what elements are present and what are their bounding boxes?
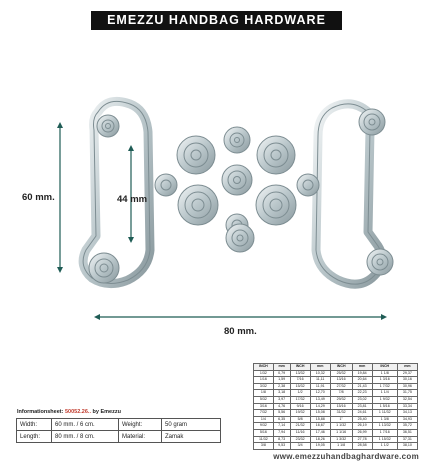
inner-height-dimension-label: 44 mm xyxy=(117,194,148,205)
table-cell: 6,35 xyxy=(273,416,290,423)
table-cell: 8,73 xyxy=(273,436,290,443)
table-cell: 7/32 xyxy=(254,410,274,417)
table-row xyxy=(254,370,418,377)
table-cell: 1" xyxy=(330,416,352,423)
table-cell: 27,78 xyxy=(352,436,372,443)
table-cell: 1 7/32 xyxy=(372,383,397,390)
spec-value: 80 mm. / 8 cm. xyxy=(52,431,119,443)
product-illustration xyxy=(0,40,433,360)
table-cell: 1 5/16 xyxy=(372,403,397,410)
column-header: INCH xyxy=(290,364,310,371)
clasp-right-loop xyxy=(316,104,393,284)
column-header: INCH xyxy=(254,364,274,371)
table-cell: 34,93 xyxy=(397,416,417,423)
table-cell: 1 1/2 xyxy=(372,443,397,450)
spec-label: Weight: xyxy=(119,419,162,431)
table-row xyxy=(254,383,418,390)
table-cell: 17,46 xyxy=(310,429,330,436)
table-cell: 1 13/32 xyxy=(372,423,397,430)
table-cell: 25/32 xyxy=(330,370,352,377)
table-cell: 26,99 xyxy=(352,429,372,436)
table-cell: 25,40 xyxy=(352,416,372,423)
column-header: mm xyxy=(397,364,417,371)
table-cell: 30,16 xyxy=(397,377,417,384)
table-cell: 11/32 xyxy=(254,436,274,443)
table-cell: 1 11/32 xyxy=(372,410,397,417)
spec-label: Length: xyxy=(17,431,52,443)
table-cell: 9,53 xyxy=(273,443,290,450)
table-cell: 9/32 xyxy=(254,423,274,430)
table-cell: 23/32 xyxy=(290,436,310,443)
clasp-center-swirls xyxy=(155,127,319,252)
table-cell: 1 1/4 xyxy=(372,390,397,397)
table-cell: 20,64 xyxy=(352,377,372,384)
spec-value: Zamak xyxy=(162,431,221,443)
table-cell: 11,91 xyxy=(310,383,330,390)
table-cell: 31/32 xyxy=(330,410,352,417)
table-cell: 24,61 xyxy=(352,410,372,417)
table-cell: 2,38 xyxy=(273,383,290,390)
website-url: www.emezzuhandbaghardware.com xyxy=(273,452,419,461)
table-cell: 9/16 xyxy=(290,403,310,410)
table-cell: 31,75 xyxy=(397,390,417,397)
table-cell: 7,94 xyxy=(273,429,290,436)
spec-label: Material: xyxy=(119,431,162,443)
table-cell: 15,88 xyxy=(310,416,330,423)
table-cell: 3/32 xyxy=(254,383,274,390)
table-cell: 4,76 xyxy=(273,403,290,410)
spec-value: 60 mm. / 6 cm. xyxy=(52,419,119,431)
table-row xyxy=(254,377,418,384)
table-cell: 0,79 xyxy=(273,370,290,377)
table-cell: 19,05 xyxy=(310,443,330,450)
table-row xyxy=(254,390,418,397)
table-cell: 21,43 xyxy=(352,383,372,390)
table-cell: 32,54 xyxy=(397,396,417,403)
table-cell: 29,37 xyxy=(397,370,417,377)
table-cell: 28,58 xyxy=(352,443,372,450)
table-cell: 18,26 xyxy=(310,436,330,443)
table-cell: 1 1/32 xyxy=(330,423,352,430)
table-cell: 1 9/32 xyxy=(372,396,397,403)
column-header: mm xyxy=(273,364,290,371)
table-cell: 19/32 xyxy=(290,410,310,417)
table-row xyxy=(254,410,418,417)
table-cell: 19,84 xyxy=(352,370,372,377)
table-cell: 7,14 xyxy=(273,423,290,430)
table-cell: 3,18 xyxy=(273,390,290,397)
width-dimension-label: 80 mm. xyxy=(224,326,257,337)
table-header-row xyxy=(254,364,418,371)
table-cell: 17/32 xyxy=(290,396,310,403)
table-row xyxy=(254,443,418,450)
table-row xyxy=(254,423,418,430)
table-cell: 5/16 xyxy=(254,429,274,436)
inch-mm-conversion-table xyxy=(253,363,418,450)
table-row xyxy=(254,416,418,423)
product-area xyxy=(0,40,433,360)
table-cell: 13/32 xyxy=(290,370,310,377)
table-cell: 7/16 xyxy=(290,377,310,384)
info-title-prefix: Informationsheet: xyxy=(17,409,64,415)
table-cell: 30,96 xyxy=(397,383,417,390)
table-cell: 1/32 xyxy=(254,370,274,377)
table-row xyxy=(254,396,418,403)
table-cell: 16,67 xyxy=(310,423,330,430)
table-cell: 3/8 xyxy=(254,443,274,450)
specifications-table xyxy=(16,418,221,443)
table-cell: 3,97 xyxy=(273,396,290,403)
table-cell: 13/16 xyxy=(330,377,352,384)
table-cell: 29/32 xyxy=(330,396,352,403)
table-cell: 1 7/16 xyxy=(372,429,397,436)
table-cell: 5,56 xyxy=(273,410,290,417)
spec-value: 50 gram xyxy=(162,419,221,431)
table-cell: 33,34 xyxy=(397,403,417,410)
table-cell: 38,10 xyxy=(397,443,417,450)
table-cell: 1/4 xyxy=(254,416,274,423)
product-code: 50052.26.. xyxy=(64,409,91,415)
information-sheet-title xyxy=(17,409,121,415)
conversion-table-body xyxy=(254,370,418,449)
table-row xyxy=(17,419,221,431)
table-cell: 14,29 xyxy=(310,403,330,410)
table-cell: 1/16 xyxy=(254,377,274,384)
table-cell: 34,13 xyxy=(397,410,417,417)
dimension-lines xyxy=(60,125,384,317)
table-cell: 1 15/32 xyxy=(372,436,397,443)
table-cell: 3/16 xyxy=(254,403,274,410)
table-cell: 1 1/8 xyxy=(330,443,352,450)
column-header: INCH xyxy=(330,364,352,371)
table-cell: 1 3/8 xyxy=(372,416,397,423)
table-cell: 1/2 xyxy=(290,390,310,397)
table-cell: 35,72 xyxy=(397,423,417,430)
column-header: INCH xyxy=(372,364,397,371)
table-cell: 1 3/16 xyxy=(372,377,397,384)
table-cell: 15,08 xyxy=(310,410,330,417)
table-cell: 5/8 xyxy=(290,416,310,423)
column-header: mm xyxy=(310,364,330,371)
table-row xyxy=(17,431,221,443)
column-header: mm xyxy=(352,364,372,371)
table-cell: 23,81 xyxy=(352,403,372,410)
table-cell: 15/16 xyxy=(330,403,352,410)
table-cell: 1 1/8 xyxy=(372,370,397,377)
clasp-left-loop xyxy=(83,101,150,283)
table-cell: 15/32 xyxy=(290,383,310,390)
table-cell: 21/32 xyxy=(290,423,310,430)
table-cell: 1 3/32 xyxy=(330,436,352,443)
table-cell: 3/4 xyxy=(290,443,310,450)
table-row xyxy=(254,436,418,443)
table-row xyxy=(254,403,418,410)
table-cell: 37,31 xyxy=(397,436,417,443)
info-title-suffix: by Emezzu xyxy=(92,409,121,415)
table-cell: 5/32 xyxy=(254,396,274,403)
brand-banner: EMEZZU HANDBAG HARDWARE xyxy=(91,11,342,30)
table-cell: 22,23 xyxy=(352,390,372,397)
spec-label: Width: xyxy=(17,419,52,431)
table-cell: 1/8 xyxy=(254,390,274,397)
table-cell: 12,70 xyxy=(310,390,330,397)
table-cell: 1 1/16 xyxy=(330,429,352,436)
table-cell: 13,49 xyxy=(310,396,330,403)
table-cell: 36,51 xyxy=(397,429,417,436)
table-cell: 11/16 xyxy=(290,429,310,436)
table-cell: 26,19 xyxy=(352,423,372,430)
table-cell: 1,59 xyxy=(273,377,290,384)
table-cell: 7/8 xyxy=(330,390,352,397)
table-cell: 23,02 xyxy=(352,396,372,403)
table-cell: 10,32 xyxy=(310,370,330,377)
height-dimension-label: 60 mm. xyxy=(22,192,55,203)
table-cell: 11,11 xyxy=(310,377,330,384)
table-cell: 27/32 xyxy=(330,383,352,390)
table-row xyxy=(254,429,418,436)
